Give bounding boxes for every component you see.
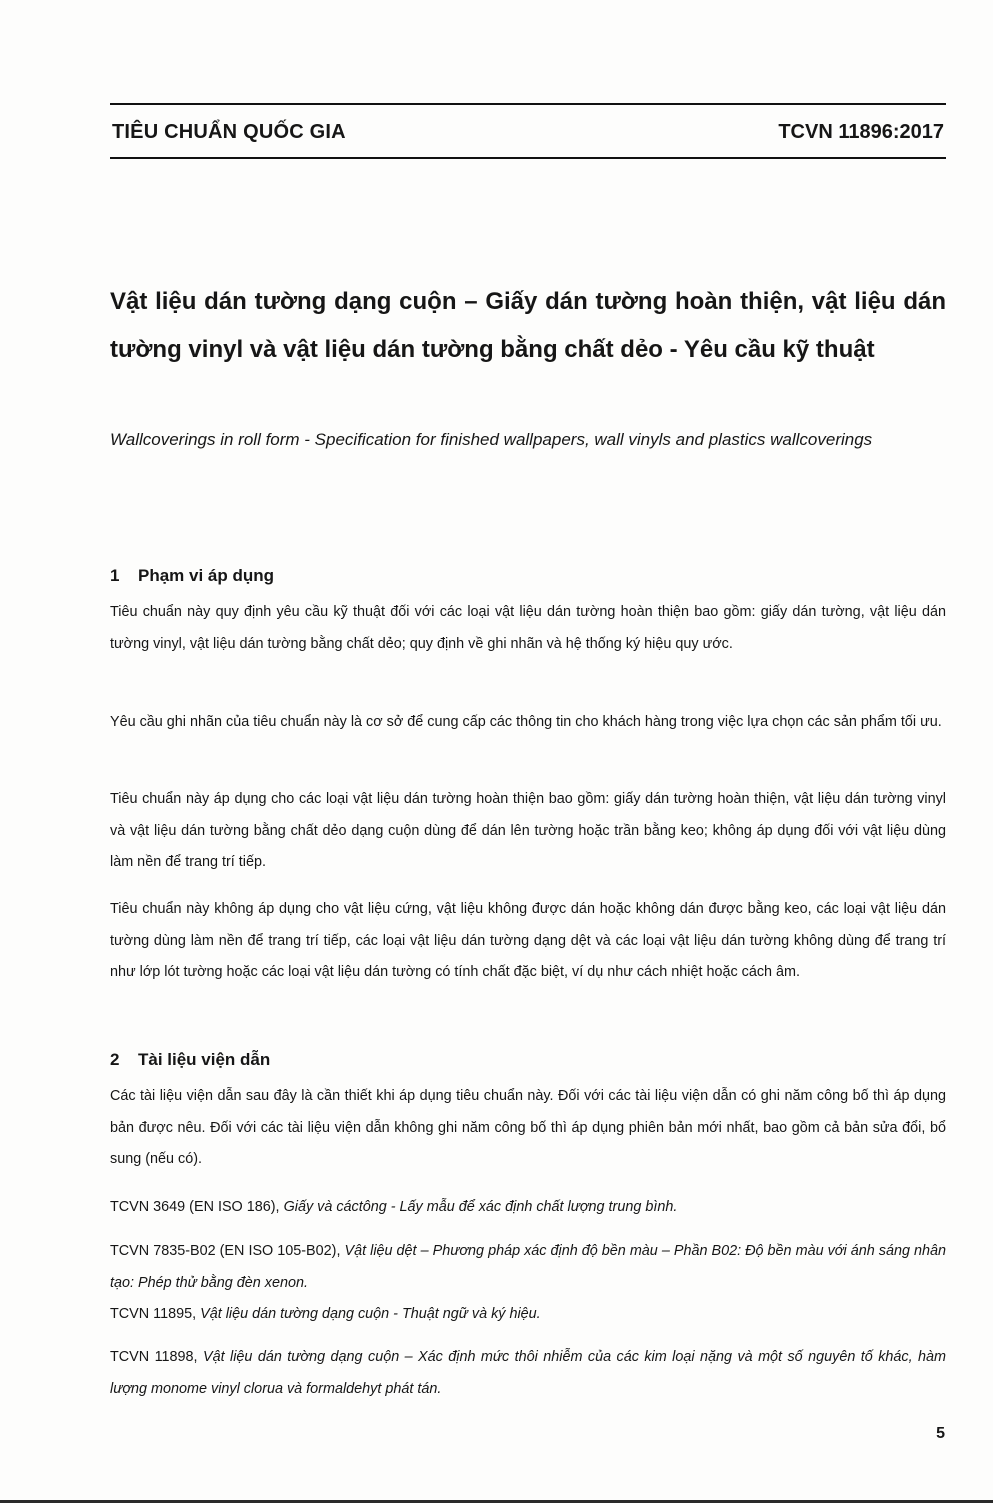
reference-item [110,1236,946,1299]
section-title: Phạm vi áp dụng [138,566,275,585]
reference-code: TCVN 7835-B02 (EN ISO 105-B02), [110,1243,341,1259]
reference-title: Vật liệu dán tường dạng cuộn – Xác định mức thôi nhiễm của các kim loại nặng và một số nguyên tố khác, hàm lượng monome vinyl clorua và formaldehyt phát tán. [110,1349,947,1397]
paragraph: Yêu cầu ghi nhãn của tiêu chuẩn này là cơ sở để cung cấp các thông tin cho khách hàng trong việc lựa chọn các sản phẩm tối ưu. [110,714,942,730]
reference-item [110,1299,946,1331]
reference-item [110,1342,946,1405]
header-standard-label: TIÊU CHUẨN QUỐC GIA [112,121,346,143]
paragraph: Các tài liệu viện dẫn sau đây là cần thiết khi áp dụng tiêu chuẩn này. Đối với các tài liệu viện dẫn có ghi năm công bố thì áp dụng bản được nêu. Đối với các tài liệu viện dẫn không ghi năm công bố thì áp dụng phiên bản mới nhất, bao gồm cả bản sửa đổi, bổ sung (nếu có). [110,1088,946,1167]
section-heading-references [110,1050,270,1070]
paragraph: Tiêu chuẩn này không áp dụng cho vật liệu cứng, vật liệu không được dán hoặc không dán được bằng keo, các loại vật liệu dán tường dùng làm nền để trang trí tiếp, các loại vật liệu dán tường dạng dệt và các loại vật liệu dán tường không dùng để trang trí như lớp lót tường hoặc các loại vật liệu dán tường có tính chất đặc biệt, ví dụ như cách nhiệt hoặc cách âm. [110,901,946,980]
page-number: 5 [936,1425,945,1442]
section-number: 2 [110,1050,120,1069]
reference-title: Vật liệu dán tường dạng cuộn - Thuật ngữ và ký hiệu. [200,1306,541,1322]
reference-item [110,1192,946,1224]
section-number: 1 [110,566,120,585]
header-standard-code: TCVN 11896:2017 [778,121,944,143]
paragraph: Tiêu chuẩn này quy định yêu cầu kỹ thuật đối với các loại vật liệu dán tường hoàn thiện bao gồm: giấy dán tường, vật liệu dán tường vinyl, vật liệu dán tường bằng chất dẻo; quy định về ghi nhãn và hệ thống ký hiệu quy ước. [110,604,946,652]
page-header [110,103,946,159]
reference-title: Giấy và cáctông - Lấy mẫu để xác định chất lượng trung bình. [283,1199,678,1215]
section-title: Tài liệu viện dẫn [138,1050,271,1069]
reference-code: TCVN 11898, [110,1349,198,1365]
section-heading-scope [110,566,274,586]
paragraph: Tiêu chuẩn này áp dụng cho các loại vật liệu dán tường hoàn thiện bao gồm: giấy dán tường hoàn thiện, vật liệu dán tường vinyl và vật liệu dán tường bằng chất dẻo dạng cuộn dùng để dán lên tường hoặc trần bằng keo; không áp dụng đối với vật liệu dùng làm nền để trang trí tiếp. [110,791,946,870]
reference-title: Vật liệu dệt – Phương pháp xác định độ bền màu – Phần B02: Độ bền màu với ánh sáng nhân tạo: Phép thử bằng đèn xenon. [110,1243,947,1291]
document-title-english: Wallcoverings in roll form - Specification for finished wallpapers, wall vinyls and plastics wallcoverings [110,430,873,449]
reference-code: TCVN 3649 (EN ISO 186), [110,1199,280,1215]
reference-code: TCVN 11895, [110,1306,197,1322]
document-title: Vật liệu dán tường dạng cuộn – Giấy dán tường hoàn thiện, vật liệu dán tường vinyl và vật liệu dán tường bằng chất dẻo - Yêu cầu kỹ thuật [110,288,946,363]
